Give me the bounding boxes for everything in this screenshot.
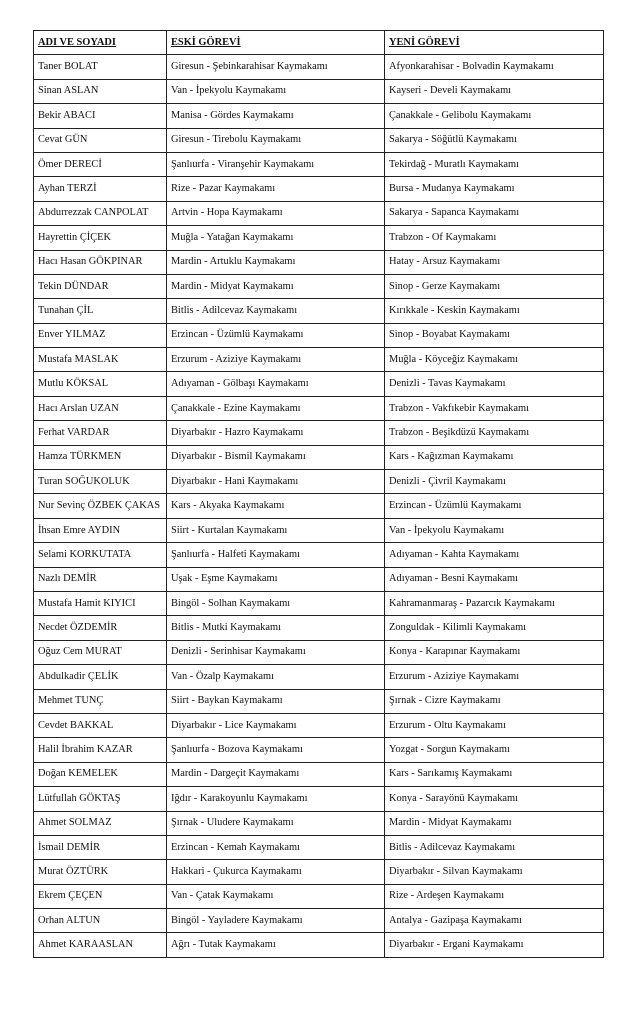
- new-post-cell: Mardin - Midyat Kaymakamı: [385, 811, 604, 835]
- old-post-cell: Rize - Pazar Kaymakamı: [167, 177, 385, 201]
- old-post-cell: Denizli - Serinhisar Kaymakamı: [167, 640, 385, 664]
- person-name-cell: Hayrettin ÇİÇEK: [34, 226, 167, 250]
- person-name-cell: Ferhat VARDAR: [34, 421, 167, 445]
- old-post-cell: Diyarbakır - Hazro Kaymakamı: [167, 421, 385, 445]
- old-post-cell: Bingöl - Yayladere Kaymakamı: [167, 909, 385, 933]
- person-name-cell: Abdurrezzak CANPOLAT: [34, 201, 167, 225]
- table-row: [34, 738, 604, 762]
- table-row: [34, 909, 604, 933]
- person-name-cell: Hacı Hasan GÖKPINAR: [34, 250, 167, 274]
- person-name-cell: Ekrem ÇEÇEN: [34, 884, 167, 908]
- old-post-cell: Iğdır - Karakoyunlu Kaymakamı: [167, 787, 385, 811]
- new-post-cell: Adıyaman - Besni Kaymakamı: [385, 567, 604, 591]
- new-post-cell: Trabzon - Vakfıkebir Kaymakamı: [385, 396, 604, 420]
- table-row: [34, 226, 604, 250]
- table-row: [34, 591, 604, 615]
- table-row: [34, 79, 604, 103]
- column-header-name: ADI VE SOYADI: [34, 31, 167, 55]
- table-row: [34, 860, 604, 884]
- new-post-cell: Sakarya - Söğütlü Kaymakamı: [385, 128, 604, 152]
- old-post-cell: Manisa - Gördes Kaymakamı: [167, 104, 385, 128]
- table-row: [34, 470, 604, 494]
- old-post-cell: Şanlıurfa - Viranşehir Kaymakamı: [167, 152, 385, 176]
- table-row: [34, 421, 604, 445]
- table-row: [34, 787, 604, 811]
- person-name-cell: Cevat GÜN: [34, 128, 167, 152]
- person-name-cell: Nazlı DEMİR: [34, 567, 167, 591]
- table-row: [34, 884, 604, 908]
- table-row: [34, 616, 604, 640]
- table-row: [34, 250, 604, 274]
- person-name-cell: Bekir ABACI: [34, 104, 167, 128]
- new-post-cell: Kayseri - Develi Kaymakamı: [385, 79, 604, 103]
- person-name-cell: Taner BOLAT: [34, 55, 167, 79]
- person-name-cell: Ahmet KARAASLAN: [34, 933, 167, 957]
- table-row: [34, 348, 604, 372]
- person-name-cell: İhsan Emre AYDIN: [34, 518, 167, 542]
- person-name-cell: Murat ÖZTÜRK: [34, 860, 167, 884]
- table-row: [34, 55, 604, 79]
- new-post-cell: Erzurum - Aziziye Kaymakamı: [385, 665, 604, 689]
- person-name-cell: Ayhan TERZİ: [34, 177, 167, 201]
- new-post-cell: Kars - Sarıkamış Kaymakamı: [385, 762, 604, 786]
- table-row: [34, 396, 604, 420]
- old-post-cell: Diyarbakır - Bismil Kaymakamı: [167, 445, 385, 469]
- new-post-cell: Konya - Karapınar Kaymakamı: [385, 640, 604, 664]
- person-name-cell: Oğuz Cem MURAT: [34, 640, 167, 664]
- new-post-cell: Sakarya - Sapanca Kaymakamı: [385, 201, 604, 225]
- old-post-cell: Ağrı - Tutak Kaymakamı: [167, 933, 385, 957]
- new-post-cell: Bursa - Mudanya Kaymakamı: [385, 177, 604, 201]
- person-name-cell: Mustafa Hamit KIYICI: [34, 591, 167, 615]
- new-post-cell: Bitlis - Adilcevaz Kaymakamı: [385, 835, 604, 859]
- table-row: [34, 372, 604, 396]
- new-post-cell: Rize - Ardeşen Kaymakamı: [385, 884, 604, 908]
- new-post-cell: Zonguldak - Kilimli Kaymakamı: [385, 616, 604, 640]
- person-name-cell: Turan SOĞUKOLUK: [34, 470, 167, 494]
- column-header-old-post: ESKİ GÖREVİ: [167, 31, 385, 55]
- table-row: [34, 177, 604, 201]
- new-post-cell: Adıyaman - Kahta Kaymakamı: [385, 543, 604, 567]
- old-post-cell: Artvin - Hopa Kaymakamı: [167, 201, 385, 225]
- new-post-cell: Çanakkale - Gelibolu Kaymakamı: [385, 104, 604, 128]
- new-post-cell: Van - İpekyolu Kaymakamı: [385, 518, 604, 542]
- new-post-cell: Trabzon - Of Kaymakamı: [385, 226, 604, 250]
- old-post-cell: Van - İpekyolu Kaymakamı: [167, 79, 385, 103]
- table-row: [34, 494, 604, 518]
- old-post-cell: Giresun - Tirebolu Kaymakamı: [167, 128, 385, 152]
- person-name-cell: Necdet ÖZDEMİR: [34, 616, 167, 640]
- old-post-cell: Kars - Akyaka Kaymakamı: [167, 494, 385, 518]
- old-post-cell: Şanlıurfa - Bozova Kaymakamı: [167, 738, 385, 762]
- old-post-cell: Siirt - Kurtalan Kaymakamı: [167, 518, 385, 542]
- old-post-cell: Şanlıurfa - Halfeti Kaymakamı: [167, 543, 385, 567]
- new-post-cell: Afyonkarahisar - Bolvadin Kaymakamı: [385, 55, 604, 79]
- person-name-cell: Enver YILMAZ: [34, 323, 167, 347]
- table-row: [34, 445, 604, 469]
- person-name-cell: Tekin DÜNDAR: [34, 274, 167, 298]
- table-row: [34, 128, 604, 152]
- table-row: [34, 299, 604, 323]
- old-post-cell: Muğla - Yatağan Kaymakamı: [167, 226, 385, 250]
- old-post-cell: Şırnak - Uludere Kaymakamı: [167, 811, 385, 835]
- old-post-cell: Bingöl - Solhan Kaymakamı: [167, 591, 385, 615]
- old-post-cell: Mardin - Midyat Kaymakamı: [167, 274, 385, 298]
- person-name-cell: Mutlu KÖKSAL: [34, 372, 167, 396]
- table-row: [34, 640, 604, 664]
- old-post-cell: Van - Özalp Kaymakamı: [167, 665, 385, 689]
- person-name-cell: Lütfullah GÖKTAŞ: [34, 787, 167, 811]
- column-header-new-post: YENİ GÖREVİ: [385, 31, 604, 55]
- person-name-cell: Selami KORKUTATA: [34, 543, 167, 567]
- person-name-cell: Tunahan ÇİL: [34, 299, 167, 323]
- new-post-cell: Antalya - Gazipaşa Kaymakamı: [385, 909, 604, 933]
- old-post-cell: Bitlis - Mutki Kaymakamı: [167, 616, 385, 640]
- old-post-cell: Çanakkale - Ezine Kaymakamı: [167, 396, 385, 420]
- person-name-cell: Halil İbrahim KAZAR: [34, 738, 167, 762]
- new-post-cell: Konya - Sarayönü Kaymakamı: [385, 787, 604, 811]
- table-row: [34, 323, 604, 347]
- old-post-cell: Adıyaman - Gölbaşı Kaymakamı: [167, 372, 385, 396]
- person-name-cell: Orhan ALTUN: [34, 909, 167, 933]
- old-post-cell: Erzurum - Aziziye Kaymakamı: [167, 348, 385, 372]
- table-row: [34, 835, 604, 859]
- new-post-cell: Denizli - Tavas Kaymakamı: [385, 372, 604, 396]
- person-name-cell: Sinan ASLAN: [34, 79, 167, 103]
- table-row: [34, 518, 604, 542]
- person-name-cell: Abdulkadir ÇELİK: [34, 665, 167, 689]
- new-post-cell: Yozgat - Sorgun Kaymakamı: [385, 738, 604, 762]
- table-row: [34, 689, 604, 713]
- old-post-cell: Diyarbakır - Lice Kaymakamı: [167, 713, 385, 737]
- old-post-cell: Hakkari - Çukurca Kaymakamı: [167, 860, 385, 884]
- old-post-cell: Erzincan - Üzümlü Kaymakamı: [167, 323, 385, 347]
- person-name-cell: Hacı Arslan UZAN: [34, 396, 167, 420]
- old-post-cell: Uşak - Eşme Kaymakamı: [167, 567, 385, 591]
- table-row: [34, 811, 604, 835]
- old-post-cell: Diyarbakır - Hani Kaymakamı: [167, 470, 385, 494]
- table-row: [34, 543, 604, 567]
- old-post-cell: Van - Çatak Kaymakamı: [167, 884, 385, 908]
- old-post-cell: Giresun - Şebinkarahisar Kaymakamı: [167, 55, 385, 79]
- new-post-cell: Diyarbakır - Silvan Kaymakamı: [385, 860, 604, 884]
- new-post-cell: Tekirdağ - Muratlı Kaymakamı: [385, 152, 604, 176]
- person-name-cell: Nur Sevinç ÖZBEK ÇAKAS: [34, 494, 167, 518]
- table-header-row: [34, 31, 604, 55]
- old-post-cell: Bitlis - Adilcevaz Kaymakamı: [167, 299, 385, 323]
- new-post-cell: Sinop - Gerze Kaymakamı: [385, 274, 604, 298]
- old-post-cell: Mardin - Dargeçit Kaymakamı: [167, 762, 385, 786]
- new-post-cell: Erzurum - Oltu Kaymakamı: [385, 713, 604, 737]
- table-row: [34, 152, 604, 176]
- appointments-table: [33, 30, 604, 958]
- new-post-cell: Diyarbakır - Ergani Kaymakamı: [385, 933, 604, 957]
- new-post-cell: Muğla - Köyceğiz Kaymakamı: [385, 348, 604, 372]
- table-body: [34, 55, 604, 957]
- old-post-cell: Siirt - Baykan Kaymakamı: [167, 689, 385, 713]
- table-row: [34, 713, 604, 737]
- new-post-cell: Hatay - Arsuz Kaymakamı: [385, 250, 604, 274]
- table-row: [34, 567, 604, 591]
- person-name-cell: Doğan KEMELEK: [34, 762, 167, 786]
- table-row: [34, 933, 604, 957]
- old-post-cell: Erzincan - Kemah Kaymakamı: [167, 835, 385, 859]
- new-post-cell: Denizli - Çivril Kaymakamı: [385, 470, 604, 494]
- new-post-cell: Kars - Kağızman Kaymakamı: [385, 445, 604, 469]
- table-row: [34, 104, 604, 128]
- new-post-cell: Sinop - Boyabat Kaymakamı: [385, 323, 604, 347]
- table-row: [34, 201, 604, 225]
- person-name-cell: Ömer DERECİ: [34, 152, 167, 176]
- person-name-cell: İsmail DEMİR: [34, 835, 167, 859]
- new-post-cell: Şırnak - Cizre Kaymakamı: [385, 689, 604, 713]
- table-row: [34, 665, 604, 689]
- person-name-cell: Cevdet BAKKAL: [34, 713, 167, 737]
- person-name-cell: Ahmet SOLMAZ: [34, 811, 167, 835]
- new-post-cell: Kırıkkale - Keskin Kaymakamı: [385, 299, 604, 323]
- table-row: [34, 762, 604, 786]
- new-post-cell: Trabzon - Beşikdüzü Kaymakamı: [385, 421, 604, 445]
- person-name-cell: Hamza TÜRKMEN: [34, 445, 167, 469]
- person-name-cell: Mehmet TUNÇ: [34, 689, 167, 713]
- old-post-cell: Mardin - Artuklu Kaymakamı: [167, 250, 385, 274]
- table-row: [34, 274, 604, 298]
- new-post-cell: Erzincan - Üzümlü Kaymakamı: [385, 494, 604, 518]
- new-post-cell: Kahramanmaraş - Pazarcık Kaymakamı: [385, 591, 604, 615]
- person-name-cell: Mustafa MASLAK: [34, 348, 167, 372]
